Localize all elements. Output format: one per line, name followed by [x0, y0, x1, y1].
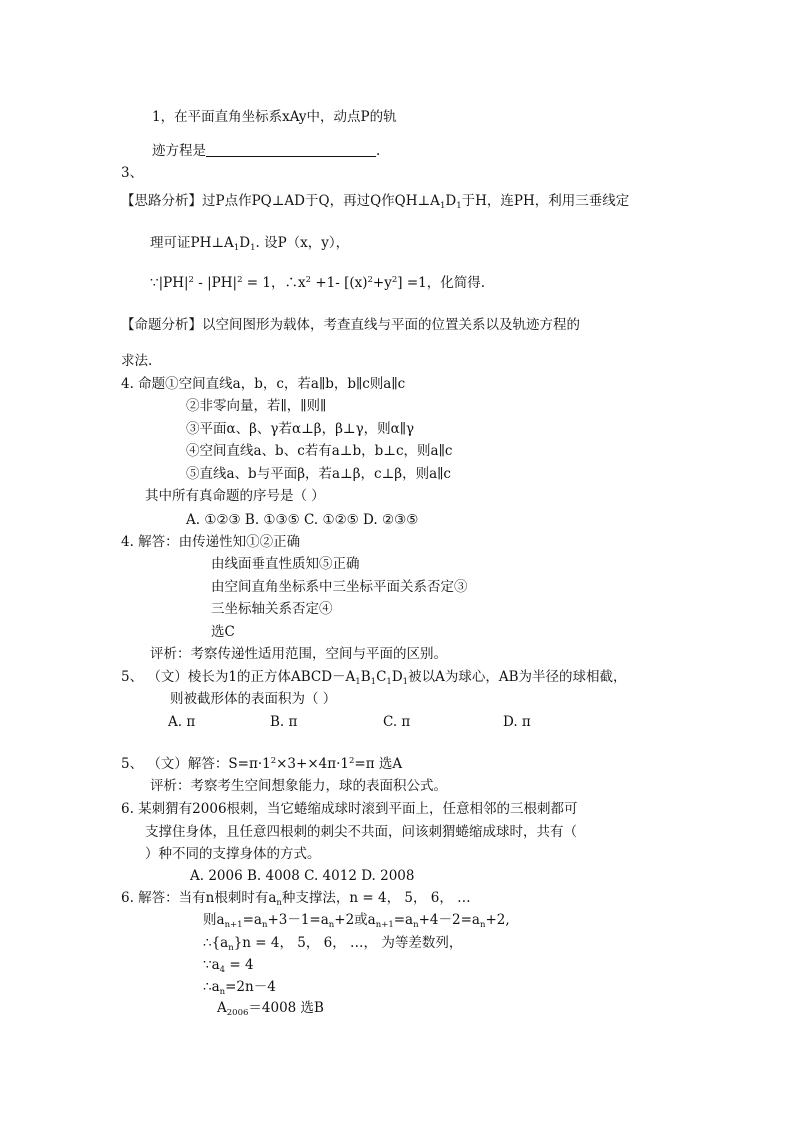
- q1-line1: 1，在平面直角坐标系xAy中，动点P的轨: [152, 109, 397, 125]
- q6-line3: ）种不同的支撑身体的方式。: [145, 846, 321, 862]
- q5-text: D: [391, 669, 403, 685]
- q6-final-line: [217, 999, 324, 1017]
- formula-text: +2或a: [334, 912, 376, 928]
- q6-sequence-line: [203, 934, 462, 952]
- formula-text: ∴{a: [203, 935, 229, 951]
- q4-line3: ③平面α、β、γ若α⊥β，β⊥γ，则α∥γ: [186, 421, 415, 437]
- subscript: n: [413, 920, 419, 930]
- q6-a4-line: [203, 956, 254, 974]
- formula-text: ＝4008 选B: [248, 1000, 324, 1016]
- superscript: 2: [188, 275, 194, 285]
- formula-text: +4－2=a: [418, 912, 480, 928]
- formula-text: ] =1，化简得.: [397, 275, 486, 291]
- q3-topic-line1: [121, 316, 580, 334]
- q6-answer-line1: [121, 889, 471, 907]
- q6-line2: 支撑住身体，且任意四根刺的刺尖不共面，问该刺猬蜷缩成球时，共有（: [145, 824, 577, 840]
- formula-text: +3－1=a: [267, 912, 329, 928]
- subscript: n: [276, 898, 282, 908]
- q5-answer-text: ×3+×4π·1: [276, 756, 349, 772]
- q4-line4: ④空间直线a、b、c若有a⊥b，b⊥c，则a∥c: [186, 443, 453, 459]
- formula-text: }n = 4， 5， 6， …， 为等差数列，: [233, 935, 463, 951]
- formula-text: A: [217, 1000, 227, 1016]
- subscript: n: [219, 987, 226, 997]
- subscript: 1: [402, 677, 409, 687]
- q6-options: A. 2006 B. 4008 C. 4012 D. 2008: [190, 868, 415, 884]
- subscript: 2006: [226, 1008, 249, 1018]
- q5-text: B: [360, 669, 371, 685]
- formula-text: ∵a: [203, 957, 220, 973]
- subscript: n+1: [224, 920, 243, 930]
- subscript: n: [479, 920, 486, 930]
- q1-line2-suffix: .: [376, 143, 381, 159]
- q4-line2: ②非零向量，若∥，∥则∥: [186, 398, 327, 414]
- q5-comment: 评析：考察考生空间想象能力，球的表面积公式。: [150, 778, 447, 794]
- subscript: 1: [386, 677, 392, 687]
- q5-answer: [121, 755, 402, 773]
- subscript: 1: [250, 243, 256, 253]
- analysis-tag: 【思路分析】: [121, 193, 202, 209]
- q5-option-b: B. π: [270, 714, 298, 730]
- subscript: 1: [370, 677, 377, 687]
- q1-line2: [152, 142, 380, 160]
- q4-options: A. ①②③ B. ①③⑤ C. ①②⑤ D. ②③⑤: [186, 512, 419, 528]
- formula-text: +y: [372, 275, 392, 291]
- subscript: 1: [456, 201, 462, 211]
- superscript: 2: [237, 275, 243, 285]
- q5-option-c: C. π: [383, 714, 411, 730]
- q3-topic-line2: 求法.: [121, 353, 153, 369]
- q4-line1: 4. 命题①空间直线a，b，c，若a∥b，b∥c则a∥c: [121, 376, 406, 392]
- superscript: 2: [367, 275, 373, 285]
- analysis-text: D: [445, 193, 457, 209]
- q4-answer-line3: 由空间直角坐标系中三坐标平面关系否定③: [211, 579, 468, 595]
- q4-answer-line2: 由线面垂直性质知⑤正确: [211, 556, 360, 572]
- subscript: n: [261, 920, 268, 930]
- q3-analysis-line3: [150, 274, 485, 292]
- formula-text: - |PH|: [193, 275, 238, 291]
- q4-line6: 其中所有真命题的序号是（ ）: [145, 488, 325, 504]
- q6-line1: 6. 某刺猬有2006根刺，当它蜷缩成球时滚到平面上，任意相邻的三根刺都可: [121, 801, 578, 817]
- q6-recurrence: [203, 911, 510, 929]
- q5-answer-text: =π 选A: [354, 756, 403, 772]
- q4-answer-line5: 选C: [211, 624, 235, 640]
- subscript: 1: [439, 201, 446, 211]
- q4-comment: 评析：考察传递性适用范围，空间与平面的区别。: [150, 646, 447, 662]
- q4-answer-line1: 4. 解答：由传递性知①②正确: [121, 534, 301, 550]
- q5-answer-text: 5、 （文）解答：S=π·1: [121, 756, 271, 772]
- formula-text: +2,: [485, 912, 510, 928]
- formula-text: ∵|PH|: [150, 275, 189, 291]
- q3-analysis-line2: [150, 234, 349, 252]
- formula-text: ∴a: [203, 979, 220, 995]
- analysis-text: D: [239, 235, 251, 251]
- analysis-text: . 设P（x，y），: [255, 235, 350, 251]
- superscript: 2: [270, 756, 277, 766]
- q4-line5: ⑤直线a、b与平面β，若a⊥β，c⊥β，则a∥c: [186, 466, 451, 482]
- q5-option-d: D. π: [503, 714, 531, 730]
- q6-answer-text: 6. 解答：当有n根刺时有a: [121, 890, 277, 906]
- q6-answer-text: 种支撑法，n = 4， 5， 6， …: [281, 890, 471, 906]
- subscript: n: [328, 920, 335, 930]
- topic-text: 以空间图形为载体，考查直线与平面的位置关系以及轨迹方程的: [202, 317, 580, 333]
- subscript: 1: [233, 243, 240, 253]
- q5-line1: [121, 668, 627, 686]
- q5-text: C: [376, 669, 387, 685]
- formula-text: = 4: [225, 957, 254, 973]
- superscript: 2: [305, 275, 312, 285]
- subscript: 4: [219, 965, 226, 975]
- superscript: 2: [349, 756, 355, 766]
- analysis-text: 过P点作PQ⊥AD于Q，再过Q作QH⊥A: [202, 193, 440, 209]
- formula-text: =a: [242, 912, 262, 928]
- formula-text: 则a: [203, 912, 225, 928]
- formula-text: =a: [393, 912, 414, 928]
- answer-blank: [206, 142, 376, 157]
- formula-text: =2n－4: [225, 979, 276, 995]
- q5-text: 5、 （文）棱长为1的正方体ABCD－A: [121, 669, 356, 685]
- q1-line2-prefix: 迹方程是: [152, 143, 206, 159]
- formula-text: +1- [(x): [311, 275, 368, 291]
- analysis-text: 理可证PH⊥A: [150, 235, 234, 251]
- q5-line2: 则被截形体的表面积为（ ）: [170, 691, 337, 707]
- q6-an-line: [203, 978, 276, 996]
- q5-option-a: A. π: [168, 714, 196, 730]
- q3-number: 3、: [121, 165, 144, 181]
- subscript: n+1: [375, 920, 394, 930]
- analysis-text: 于H，连PH，利用三垂线定: [461, 193, 630, 209]
- formula-text: = 1，∴x: [242, 275, 306, 291]
- superscript: 2: [391, 275, 398, 285]
- q4-answer-line4: 三坐标轴关系否定④: [211, 601, 333, 617]
- subscript: n: [228, 943, 234, 953]
- topic-tag: 【命题分析】: [121, 317, 202, 333]
- q5-text: 被以A为球心，AB为半径的球相截，: [408, 669, 627, 685]
- subscript: 1: [355, 677, 361, 687]
- q3-analysis-line1: [121, 192, 629, 210]
